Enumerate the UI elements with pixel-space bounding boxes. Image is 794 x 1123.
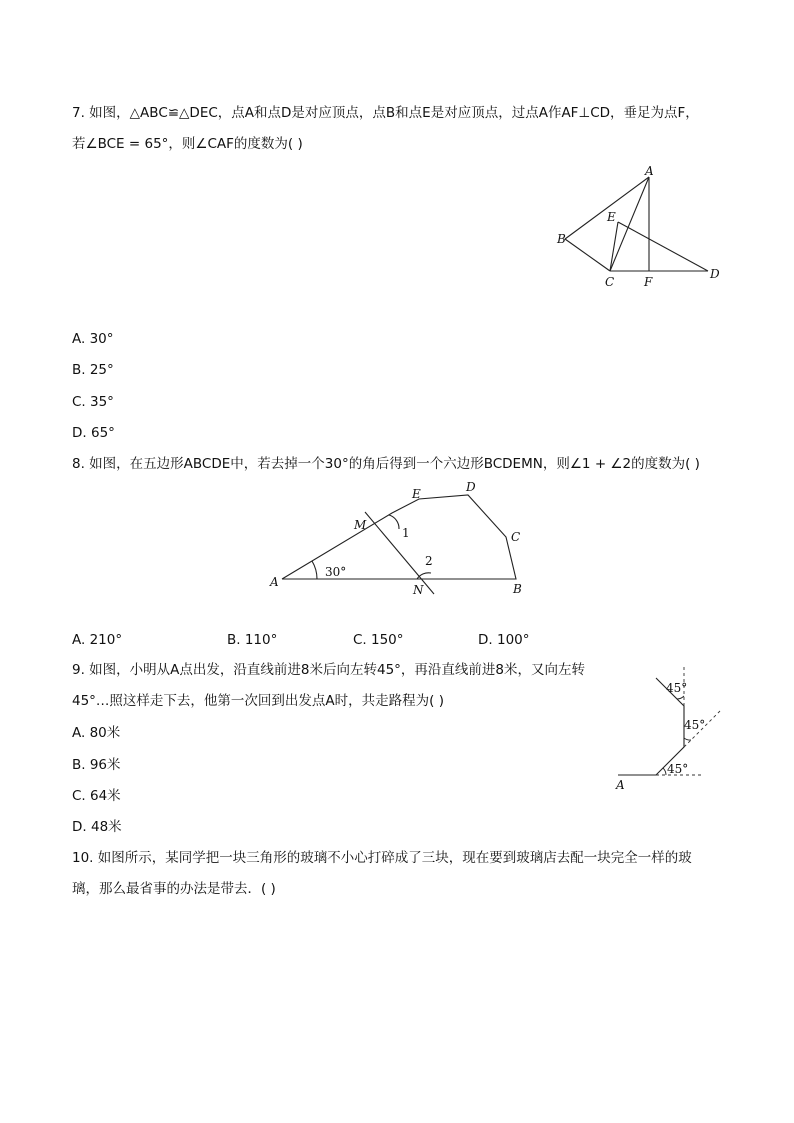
q9-figure [610, 660, 730, 795]
q7-label-A: A [645, 164, 654, 178]
q7-segment-BC [565, 239, 610, 271]
q7-text-line1: 7. 如图，△ABC≌△DEC，点A和点D是对应顶点，点B和点E是对应顶点，过点A作AF⊥CD，垂足为点F， [72, 105, 699, 121]
q8-pentagon-outline [282, 495, 516, 579]
q10-text-line2: 璃，那么最省事的办法是带去．( ) [72, 881, 276, 897]
q8-label-D: D [466, 480, 476, 494]
q10-text-line1: 10. 如图所示，某同学把一块三角形的玻璃不小心打碎成了三块，现在要到玻璃店去配一块完全一样的玻 [72, 850, 692, 866]
q9-arc-1 [663, 768, 666, 775]
q8-option-a[interactable]: A. 210° [72, 632, 123, 648]
q9-label-A: A [616, 778, 625, 792]
q7-figure [550, 160, 730, 295]
q8-figure [262, 475, 542, 605]
q9-text-line1: 9. 如图，小明从A点出发，沿直线前进8米后向左转45°，再沿直线前进8米，又向左转 [72, 662, 586, 678]
q7-label-F: F [644, 275, 653, 289]
q8-label-C: C [511, 530, 521, 544]
q7-label-E: E [607, 210, 616, 224]
q7-text-line2: 若∠BCE = 65°，则∠CAF的度数为( ) [72, 136, 303, 152]
q8-arc-2 [417, 573, 431, 579]
q9-arc-3 [677, 696, 684, 699]
q8-label-angle1: 1 [402, 526, 410, 540]
q9-option-c[interactable]: C. 64米 [72, 788, 121, 804]
q7-segment-EC [610, 222, 618, 271]
q8-label-M: M [354, 518, 367, 532]
q8-option-b[interactable]: B. 110° [227, 632, 278, 648]
q7-option-a[interactable]: A. 30° [72, 331, 114, 347]
q8-label-N: N [413, 583, 424, 597]
q8-label-A: A [270, 575, 279, 589]
q9-option-b[interactable]: B. 96米 [72, 757, 121, 773]
q9-text-line2: 45°…照这样走下去，他第一次回到出发点A时，共走路程为( ) [72, 693, 444, 709]
q8-label-angle30: 30° [325, 565, 347, 579]
q8-option-d[interactable]: D. 100° [478, 632, 530, 648]
q8-label-B: B [513, 582, 522, 596]
q8-option-c[interactable]: C. 150° [353, 632, 404, 648]
q8-label-angle2: 2 [425, 554, 433, 568]
q9-option-a[interactable]: A. 80米 [72, 725, 121, 741]
q9-label-angle-c: 45° [666, 681, 688, 695]
q7-label-D: D [710, 267, 720, 281]
q8-text-line1: 8. 如图，在五边形ABCDE中，若去掉一个30°的角后得到一个六边形BCDEMN，则∠1 + ∠2的度数为( ) [72, 456, 700, 472]
q9-arc-2 [684, 738, 691, 740]
q9-label-angle-a: 45° [667, 762, 689, 776]
q9-option-d[interactable]: D. 48米 [72, 819, 122, 835]
q8-label-E: E [412, 487, 421, 501]
q8-arc-30 [312, 561, 317, 579]
q7-option-d[interactable]: D. 65° [72, 425, 115, 441]
q9-label-angle-b: 45° [684, 718, 706, 732]
q7-segment-ED [618, 222, 708, 271]
q8-arc-1 [389, 515, 399, 529]
q7-option-c[interactable]: C. 35° [72, 394, 114, 410]
q7-option-b[interactable]: B. 25° [72, 362, 114, 378]
q8-cut-line-MN [365, 512, 434, 594]
q7-label-C: C [605, 275, 615, 289]
q7-label-B: B [557, 232, 566, 246]
